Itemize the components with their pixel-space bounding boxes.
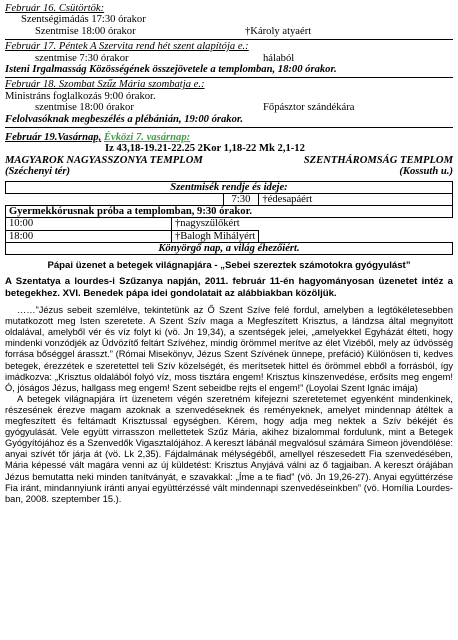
divider [5, 77, 453, 78]
schedule-time: 10:00 [6, 218, 172, 230]
article-paragraph: A betegek világnapjára írt üzenetem végén szeretném kifejezni szeretetemet egyenként mindenkinek, részesének érezve magam azoknak a szenvedéseknek és reményeknek, amelyet mindennap átéltek a megfeszített és feltámadt Krisztussal egységben. Kérem, hogy adja meg nektek a Szív békéjét és gyógyulását. Vele együtt virrasszon mellettetek Szűz Mária, akihez bizalommal fordulunk, mint a Betegek Gyógyítójához és a Szenvedők Vigasztalójához. A kereszt lábánál megvalósul számára Simeon jövendölése: anyai szívét tőr járja át (vö. Lk 2,35). Fájdalmának mélységéből, amellyel részesedett Fia szenvedésében, Mária képessé vált magára venni az új küldetést: Krisztus Anyjává válni az ő tagjaiban. A kereszt órájában Jézus bemutatta neki minden tanítványát, e szavakkal: „Íme a te fiad” (vö. Jn 19,26-27). Anyai együttérzése Fia iránt, mindannyiunk iránti anyai együttérzéssé vált mindennapi szenvedéseinkben” (vö. Homília Lourdes-ban, 2008. szeptember 15.). [5, 393, 453, 504]
schedule-time: 18:00 [6, 230, 172, 242]
divider [5, 39, 453, 40]
feb16-mass-row [5, 26, 453, 37]
feb19-liturgical-day: Évközi 7. vasárnap: [103, 132, 191, 144]
article-heading: Pápai üzenet a betegek világnapjára - „Sebei szereztek számotokra gyógyulást” [47, 259, 411, 271]
schedule-intent: †nagyszülőkért [172, 218, 259, 230]
church-right: SZENTHÁROMSÁG TEMPLOM [303, 154, 453, 166]
church-left: MAGYAROK NAGYASSZONYA TEMPLOM [5, 154, 203, 166]
feb18-mass-time: szentmise 18:00 órakor [35, 102, 134, 114]
feb17-mass-intent: hálaból [263, 52, 295, 64]
schedule-header: Szentmisék rendje és ideje: [6, 181, 453, 193]
address-right: (Kossuth u.) [399, 166, 453, 178]
feb16-title: Február 16. Csütörtök: [5, 3, 105, 14]
article-paragraph: ……”Jézus sebeit szemlélve, tekintetünk az Ő Szent Szíve felé fordul, amelyben a legtökéletesebben mutatkozott meg Isten szeretete. A Szent Szív maga a Megfeszített Krisztus, a lándzsa által megnyitott oldalával, amelyből vér és víz folyt ki (vö. Jn 19,34), a szentségek jelei, „amelyekkel Egyházát élteti, hogy mindenki vonzódjék az Üdvözítő feltárt Szívéhez, mindig örömmel merítve az élet Vizéből, mely az üdvösség forrása bőséggel árasszt.” (Római Misekönyv, Jézus Szent Szívének ünnepe, prefáció) Különösen ti, kedves betegek, érezzétek e szeretettel teli Szív közelségét, és merítsetek hittel és örömmel ebből a forrásból, így imádkozva: „Krisztus oldalából folyó víz, moss tisztára engem! Krisztus kínszenvedése, erősíts meg engem! Ó, jóságos Jézus, hallgass meg engem! Szent sebeidbe rejts el engem!” (Loyolai Szent Ignác imája) [5, 305, 453, 393]
table-row [6, 218, 453, 230]
article-body [5, 305, 453, 505]
schedule-choir: Gyermekkórusnak próba a templomban, 9:30 órakor. [6, 206, 453, 218]
table-row [6, 230, 453, 242]
article-intro: A Szentatya a lourdes-i Szűzanya napján, 2011. február 11-én hagyományosan üzenetet intéz a betegekhez. XVI. Benedek pápa idei gondolatait az alábbiakban közöljük. [5, 275, 453, 299]
schedule-footer: Könyörgő nap, a világ éhezőiért. [6, 242, 453, 254]
feb16-mass-time: Szentmise 18:00 órakor [35, 25, 136, 37]
address-left: (Széchenyi tér) [5, 166, 71, 178]
feb19-readings: Iz 43,18-19.21-22.25 2Kor 1,18-22 Mk 2,1-12 [105, 143, 305, 155]
table-row [6, 206, 453, 218]
feb19-title: Február 19.Vasárnap, [5, 132, 102, 144]
feb17-mass-row [5, 53, 453, 64]
feb18-mass-row [5, 102, 453, 113]
feb18-title: Február 18. Szombat Szűz Mária szombatja e.: [5, 79, 205, 91]
feb16-adoration: Szentségimádás 17:30 órakor [21, 14, 146, 26]
mass-schedule-table [5, 181, 453, 255]
divider [5, 127, 453, 128]
feb18-event: Felolvasóknak megbeszélés a plébánián, 19:00 órakor. [5, 113, 244, 125]
feb18-mass-intent: Főpásztor szándékára [263, 102, 355, 114]
bulletin-page [5, 3, 453, 505]
feb17-mass-time: szentmise 7:30 órakor [35, 52, 129, 64]
feb16-mass-intent: †Károly atyaért [245, 25, 312, 37]
feb19-title-row [5, 132, 453, 143]
feb18-ministrants: Ministráns foglalkozás 9:00 órakor. [5, 90, 156, 102]
schedule-intent: †Balogh Mihályért [172, 230, 259, 242]
addresses-row [5, 166, 453, 177]
schedule-time: 7:30 [223, 193, 259, 205]
churches-row [5, 155, 453, 166]
feb17-event: Isteni Irgalmasság Közösségének összejövetele a templomban, 18:00 órakor. [5, 64, 337, 76]
table-row [6, 193, 453, 205]
schedule-intent: †édesapáért [259, 193, 453, 205]
feb17-title: Február 17. Péntek A Szervita rend hét szent alapítója e.: [5, 41, 249, 53]
